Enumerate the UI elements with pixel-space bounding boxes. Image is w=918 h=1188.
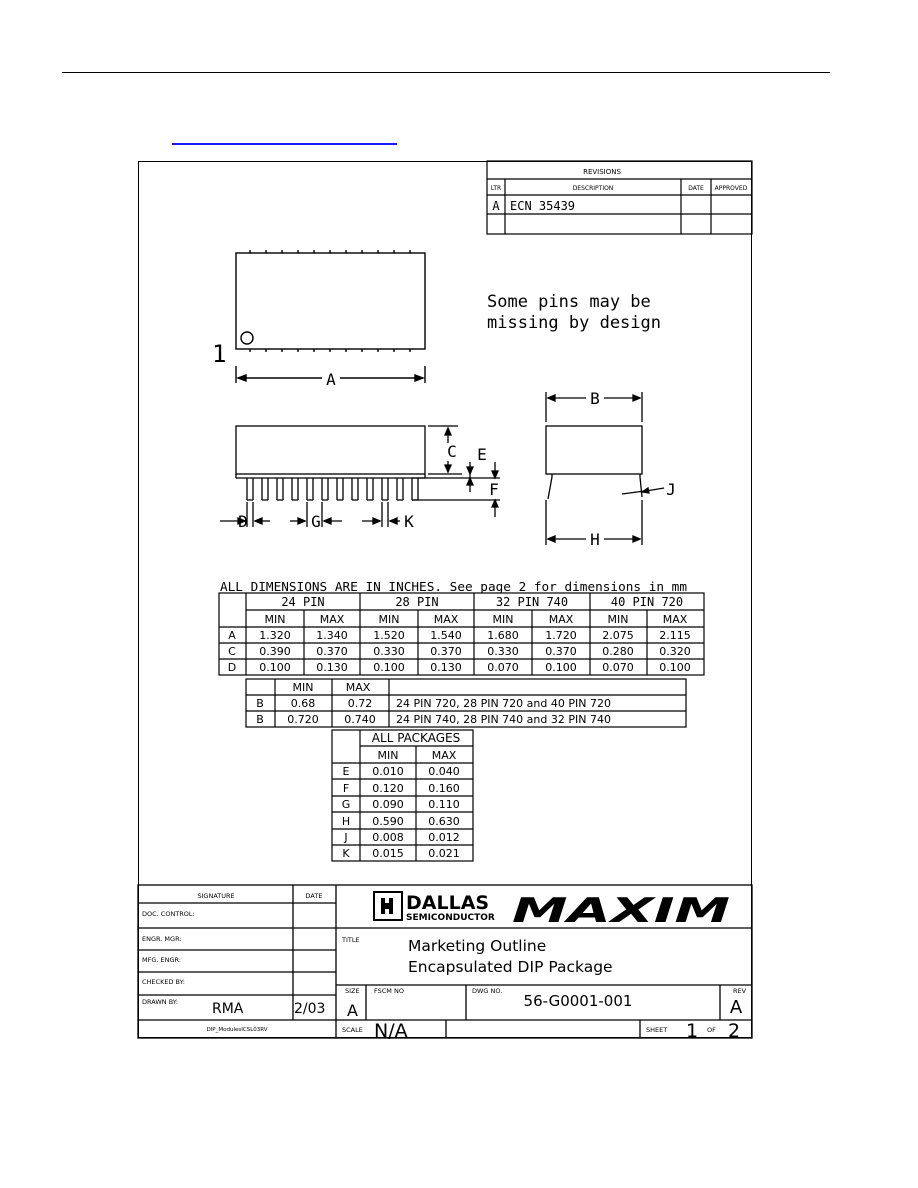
- tb-size-label: SIZE: [345, 987, 360, 995]
- tb-title-line-1: Marketing Outline: [408, 937, 547, 955]
- tb-drawn-date: 2/03: [294, 1001, 326, 1017]
- t2-cell-max: 0.72: [347, 697, 373, 710]
- t1-cell: 2.115: [659, 629, 691, 642]
- t3-cell-max: 0.160: [428, 782, 460, 795]
- tb-sheet-value: 1: [685, 1020, 699, 1042]
- t2-head-min: MIN: [292, 681, 314, 694]
- dim-k-label: K: [404, 512, 414, 531]
- t1-cell: 1.320: [259, 629, 291, 642]
- t1-cell: 2.075: [602, 629, 634, 642]
- t1-sub-2: MIN: [378, 613, 400, 626]
- tb-engr-mgr: ENGR. MGR:: [142, 935, 182, 943]
- t1-cell: 1.340: [316, 629, 348, 642]
- rev-head-description: DESCRIPTION: [572, 185, 614, 192]
- t3-cell-min: 0.120: [372, 782, 404, 795]
- tb-date-head: DATE: [305, 892, 323, 900]
- t1-group-24: 24 PIN: [281, 595, 325, 609]
- t1-cell: 0.130: [430, 661, 462, 674]
- dallas-logo: [374, 892, 402, 920]
- tb-size-value: A: [347, 1001, 358, 1020]
- tb-rev-value: A: [729, 997, 743, 1018]
- dim-d-label: D: [238, 512, 248, 531]
- t1-cell: 0.100: [259, 661, 291, 674]
- maxim-wordmark: MAXIM: [512, 891, 731, 931]
- t3-cell-max: 0.630: [428, 815, 460, 828]
- dim-a-label: A: [326, 370, 336, 389]
- t1-sub-7: MAX: [662, 613, 688, 626]
- maxim-logo: [512, 891, 730, 931]
- t1-row-label: A: [228, 629, 236, 642]
- t2-row-label: B: [256, 713, 264, 726]
- rev-head-approved: APPROVED: [714, 185, 748, 192]
- t1-cell: 0.100: [373, 661, 405, 674]
- tb-title-line-2: Encapsulated DIP Package: [408, 958, 613, 976]
- t2-cell-note: 24 PIN 740, 28 PIN 740 and 32 PIN 740: [396, 713, 611, 726]
- t1-cell: 0.130: [316, 661, 348, 674]
- tb-rev-label: REV: [733, 987, 747, 995]
- t3-cell-max: 0.040: [428, 765, 460, 778]
- t1-cell: 0.330: [373, 645, 405, 658]
- revisions-title: REVISIONS: [583, 168, 621, 176]
- t1-sub-4: MIN: [492, 613, 514, 626]
- note-line-2: missing by design: [487, 313, 661, 333]
- t1-cell: 1.720: [545, 629, 577, 642]
- t3-row-label: F: [342, 782, 350, 795]
- t2-row-label: B: [256, 697, 264, 710]
- t1-cell: 0.370: [430, 645, 462, 658]
- t3-cell-min: 0.590: [372, 815, 404, 828]
- t1-row-label: C: [228, 645, 236, 658]
- tb-drawn-by: DRAWN BY:: [142, 998, 179, 1006]
- side-view: [220, 426, 500, 527]
- tb-scale-value: N/A: [374, 1020, 408, 1042]
- semiconductor-wordmark: SEMICONDUCTOR: [406, 913, 495, 923]
- t2-head-max: MAX: [345, 681, 371, 694]
- tb-title-label: TITLE: [342, 936, 360, 944]
- tb-of-value: 2: [727, 1020, 741, 1042]
- t3-row-label: H: [341, 815, 351, 828]
- rev-head-ltr: LTR: [490, 185, 502, 192]
- t2-cell-max: 0.740: [344, 713, 376, 726]
- tb-of-label: OF: [707, 1026, 716, 1034]
- dim-e-label: E: [477, 445, 487, 464]
- end-view: [546, 392, 664, 545]
- t3-title: ALL PACKAGES: [371, 731, 461, 745]
- t3-cell-min: 0.008: [372, 831, 404, 844]
- dim-g-label: G: [311, 512, 321, 531]
- t1-sub-5: MAX: [548, 613, 574, 626]
- t1-cell: 0.100: [659, 661, 691, 674]
- tb-fscm-label: FSCM NO: [374, 987, 404, 995]
- rev-head-date: DATE: [688, 185, 704, 192]
- t3-head-min: MIN: [377, 749, 399, 762]
- t3-row-label: G: [341, 798, 351, 811]
- t1-sub-0: MIN: [264, 613, 286, 626]
- pin-1-label: 1: [212, 340, 227, 368]
- t3-row-label: E: [342, 765, 350, 778]
- t2-cell-min: 0.720: [287, 713, 319, 726]
- t3-cell-min: 0.015: [372, 847, 404, 860]
- tb-sheet-label: SHEET: [646, 1026, 668, 1034]
- t1-sub-3: MAX: [433, 613, 459, 626]
- t3-head-max: MAX: [431, 749, 457, 762]
- t1-cell: 0.070: [602, 661, 634, 674]
- rev-row-description: ECN 35439: [510, 199, 576, 213]
- dallas-wordmark: DALLAS: [406, 892, 490, 914]
- t1-group-40: 40 PIN 720: [610, 595, 684, 609]
- tb-dwg-label: DWG NO.: [472, 987, 503, 995]
- t3-cell-max: 0.012: [428, 831, 460, 844]
- t3-cell-max: 0.110: [428, 798, 460, 811]
- t1-sub-6: MIN: [607, 613, 629, 626]
- tb-dwg-value: 56-G0001-001: [523, 992, 633, 1010]
- t1-cell: 0.390: [259, 645, 291, 658]
- t1-cell: 0.100: [545, 661, 577, 674]
- tb-mfg-engr: MFG. ENGR:: [142, 956, 182, 964]
- tb-doc-control: DOC. CONTROL:: [142, 910, 195, 918]
- dim-b-label: B: [590, 389, 600, 408]
- t1-group-32: 32 PIN 740: [495, 595, 569, 609]
- dim-j-label: J: [666, 480, 676, 499]
- t1-cell: 0.070: [487, 661, 519, 674]
- t3-cell-min: 0.010: [372, 765, 404, 778]
- tb-signature-head: SIGNATURE: [197, 892, 235, 900]
- t3-cell-max: 0.021: [428, 847, 460, 860]
- t1-cell: 0.370: [316, 645, 348, 658]
- dim-c-label: C: [447, 442, 457, 461]
- t2-cell-note: 24 PIN 720, 28 PIN 720 and 40 PIN 720: [396, 697, 611, 710]
- tb-drawn-name: RMA: [212, 1001, 244, 1017]
- tb-filename: DIP_ModulesICSL03RV: [206, 1027, 268, 1033]
- t1-group-28: 28 PIN: [395, 595, 439, 609]
- tb-scale-label: SCALE: [342, 1026, 363, 1034]
- top-view: [236, 250, 425, 383]
- t1-sub-1: MAX: [319, 613, 345, 626]
- t3-row-label: K: [342, 847, 350, 860]
- t1-cell: 1.540: [430, 629, 462, 642]
- t1-cell: 0.320: [659, 645, 691, 658]
- t1-row-label: D: [227, 661, 237, 674]
- t3-row-label: J: [344, 831, 348, 844]
- dim-f-label: F: [489, 480, 499, 499]
- dim-h-label: H: [590, 530, 600, 549]
- t1-cell: 0.280: [602, 645, 634, 658]
- tb-checked-by: CHECKED BY:: [142, 978, 185, 986]
- dimensions-note: ALL DIMENSIONS ARE IN INCHES. See page 2 for dimensions in mm: [220, 579, 687, 594]
- t1-cell: 0.370: [545, 645, 577, 658]
- t3-cell-min: 0.090: [372, 798, 404, 811]
- t2-cell-min: 0.68: [290, 697, 316, 710]
- rev-row-ltr: A: [492, 199, 500, 213]
- t1-cell: 0.330: [487, 645, 519, 658]
- t1-cell: 1.680: [487, 629, 519, 642]
- note-line-1: Some pins may be: [487, 292, 651, 312]
- t1-cell: 1.520: [373, 629, 405, 642]
